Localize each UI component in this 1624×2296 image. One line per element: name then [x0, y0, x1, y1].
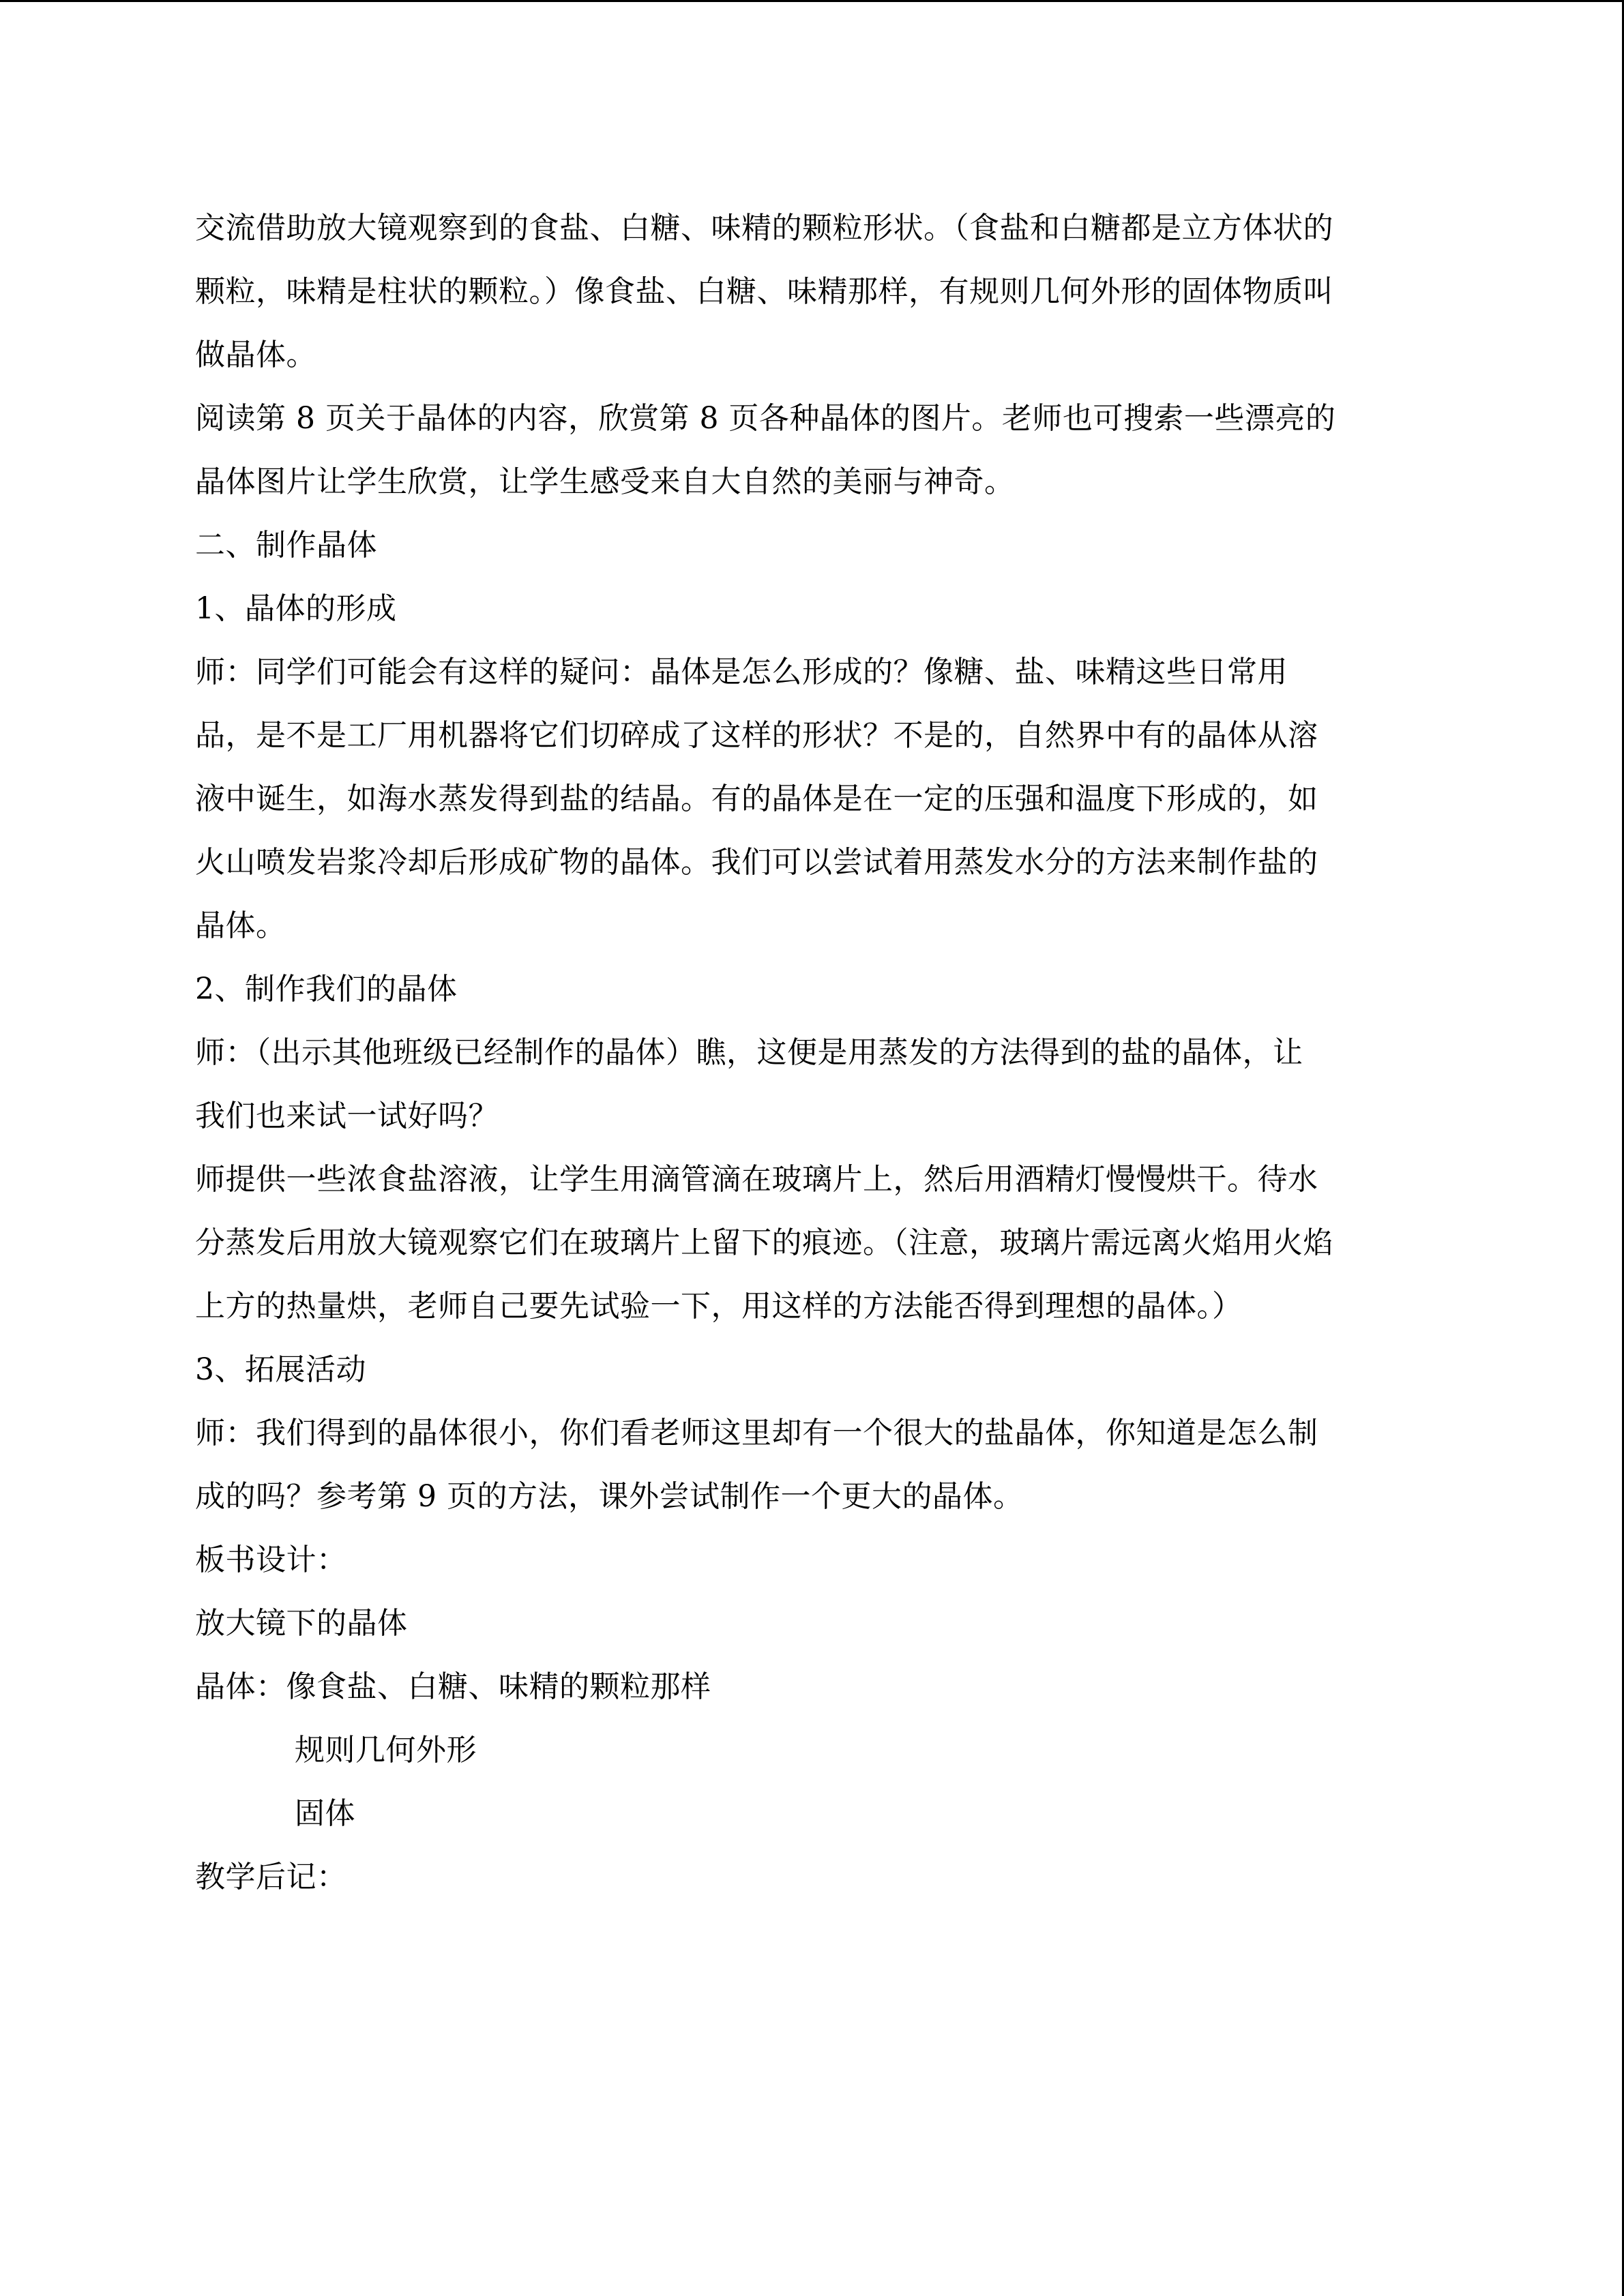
paragraph-line: 做晶体。	[195, 338, 316, 372]
paragraph-line: 品，是不是工厂用机器将它们切碎成了这样的形状？不是的，自然界中有的晶体从溶	[195, 718, 1318, 753]
paragraph-line: 我们也来试一试好吗？	[195, 1099, 499, 1133]
document-body	[195, 196, 1430, 1909]
paragraph-line: 成的吗？参考第 9 页的方法，课外尝试制作一个更大的晶体。	[195, 1479, 1024, 1514]
board-item-indented: 固体	[295, 1796, 355, 1831]
paragraph-line: 上方的热量烘，老师自己要先试验一下，用这样的方法能否得到理想的晶体。）	[195, 1289, 1243, 1324]
paragraph-line: 阅读第 8 页关于晶体的内容，欣赏第 8 页各种晶体的图片。老师也可搜索一些漂亮的	[195, 401, 1336, 436]
paragraph-line: 液中诞生，如海水蒸发得到盐的结晶。有的晶体是在一定的压强和温度下形成的，如	[195, 781, 1318, 816]
paragraph-line: 颗粒，味精是柱状的颗粒。）像食盐、白糖、味精那样，有规则几何外形的固体物质叫	[195, 274, 1333, 309]
paragraph-line: 晶体。	[195, 908, 286, 943]
paragraph-line: 师：我们得到的晶体很小，你们看老师这里却有一个很大的盐晶体，你知道是怎么制	[195, 1416, 1318, 1450]
subsection-heading: 1、晶体的形成	[195, 591, 397, 626]
page-border-top	[0, 0, 1624, 2]
section-heading: 二、制作晶体	[195, 528, 377, 563]
board-item-indented: 规则几何外形	[295, 1733, 477, 1768]
paragraph-line: 火山喷发岩浆冷却后形成矿物的晶体。我们可以尝试着用蒸发水分的方法来制作盐的	[195, 845, 1318, 880]
teaching-notes-label: 教学后记：	[195, 1860, 347, 1894]
board-design-label: 板书设计：	[195, 1542, 347, 1577]
paragraph-line: 师提供一些浓食盐溶液，让学生用滴管滴在玻璃片上，然后用酒精灯慢慢烘干。待水	[195, 1162, 1318, 1197]
board-item: 晶体：像食盐、白糖、味精的颗粒那样	[195, 1669, 711, 1704]
paragraph-line: 师：同学们可能会有这样的疑问：晶体是怎么形成的？像糖、盐、味精这些日常用	[195, 655, 1288, 689]
board-title: 放大镜下的晶体	[195, 1606, 408, 1641]
subsection-heading: 2、制作我们的晶体	[195, 972, 458, 1007]
paragraph-line: 师：（出示其他班级已经制作的晶体）瞧，这便是用蒸发的方法得到的盐的晶体，让	[195, 1035, 1303, 1070]
subsection-heading: 3、拓展活动	[195, 1352, 366, 1387]
paragraph-line: 交流借助放大镜观察到的食盐、白糖、味精的颗粒形状。（食盐和白糖都是立方体状的	[195, 211, 1333, 245]
paragraph-line: 分蒸发后用放大镜观察它们在玻璃片上留下的痕迹。（注意，玻璃片需远离火焰用火焰	[195, 1225, 1333, 1260]
paragraph-line: 晶体图片让学生欣赏，让学生感受来自大自然的美丽与神奇。	[195, 464, 1015, 499]
